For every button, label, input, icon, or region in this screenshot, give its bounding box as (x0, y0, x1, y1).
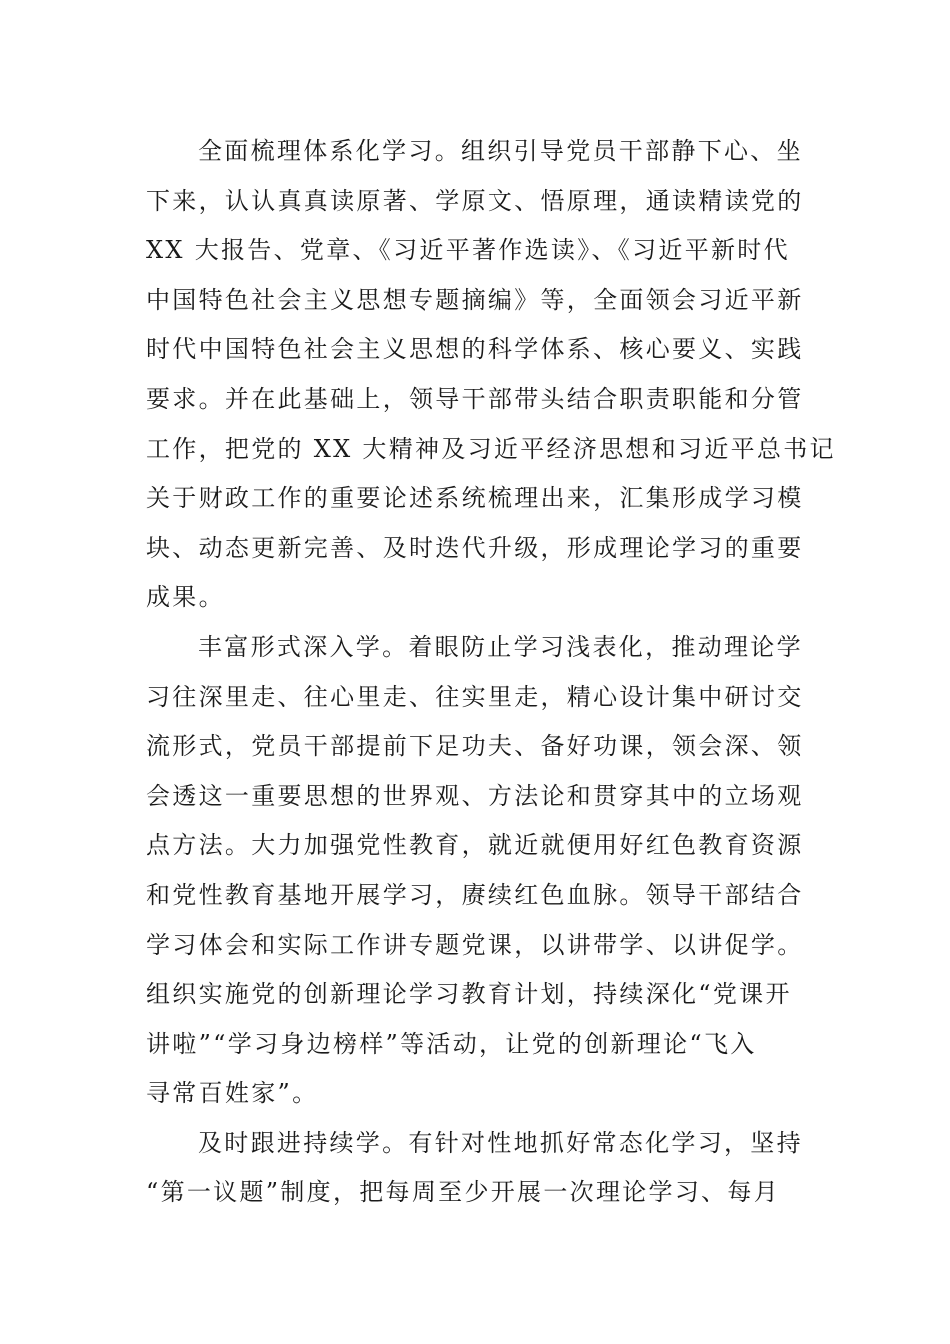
text-line: 工作，把党的 XX 大精神及习近平经济思想和习近平总书记 (146, 434, 836, 463)
text-line: 寻常百姓家”。 (146, 1079, 319, 1108)
text-line: XX 大报告、党章、《习近平著作选读》、《习近平新时代 (146, 236, 790, 265)
text-line: 和党性教育基地开展学习，赓续红色血脉。领导干部结合 (146, 880, 804, 909)
text-line: 讲啦”“学习身边榜样”等活动，让党的创新理论“飞入 (146, 1029, 757, 1058)
text-line: 组织实施党的创新理论学习教育计划，持续深化“党课开 (146, 980, 792, 1009)
document-body (146, 127, 836, 1218)
text-line: 会透这一重要思想的世界观、方法论和贯穿其中的立场观 (146, 781, 804, 810)
text-line: 全面梳理体系化学习。组织引导党员干部静下心、坐 (198, 137, 803, 165)
text-line: 时代中国特色社会主义思想的科学体系、核心要义、实践 (146, 335, 804, 364)
paragraph-continuous-study (146, 1119, 803, 1218)
text-line: 习往深里走、往心里走、往实里走，精心设计集中研讨交 (146, 682, 804, 711)
text-line: 下来，认认真真读原著、学原文、悟原理，通读精读党的 (146, 186, 804, 215)
text-line: 要求。并在此基础上，领导干部带头结合职责职能和分管 (146, 384, 804, 413)
text-line: 中国特色社会主义思想专题摘编》等，全面领会习近平新 (146, 285, 804, 314)
text-line: 点方法。大力加强党性教育，就近就便用好红色教育资源 (146, 831, 804, 860)
paragraph-systematic-study (146, 127, 836, 623)
text-line: 块、动态更新完善、及时迭代升级，形成理论学习的重要 (146, 533, 804, 562)
text-line: 成果。 (146, 583, 225, 612)
text-line: 及时跟进持续学。有针对性地抓好常态化学习，坚持 (198, 1128, 803, 1157)
text-line: 学习体会和实际工作讲专题党课，以讲带学、以讲促学。 (146, 930, 804, 959)
text-line: 丰富形式深入学。着眼防止学习浅表化，推动理论学 (198, 632, 803, 661)
text-line: “第一议题”制度，把每周至少开展一次理论学习、每月 (146, 1178, 781, 1207)
text-line: 流形式，党员干部提前下足功夫、备好功课，领会深、领 (146, 732, 804, 761)
text-line: 关于财政工作的重要论述系统梳理出来，汇集形成学习模 (146, 484, 804, 513)
paragraph-diverse-forms (146, 623, 804, 1119)
